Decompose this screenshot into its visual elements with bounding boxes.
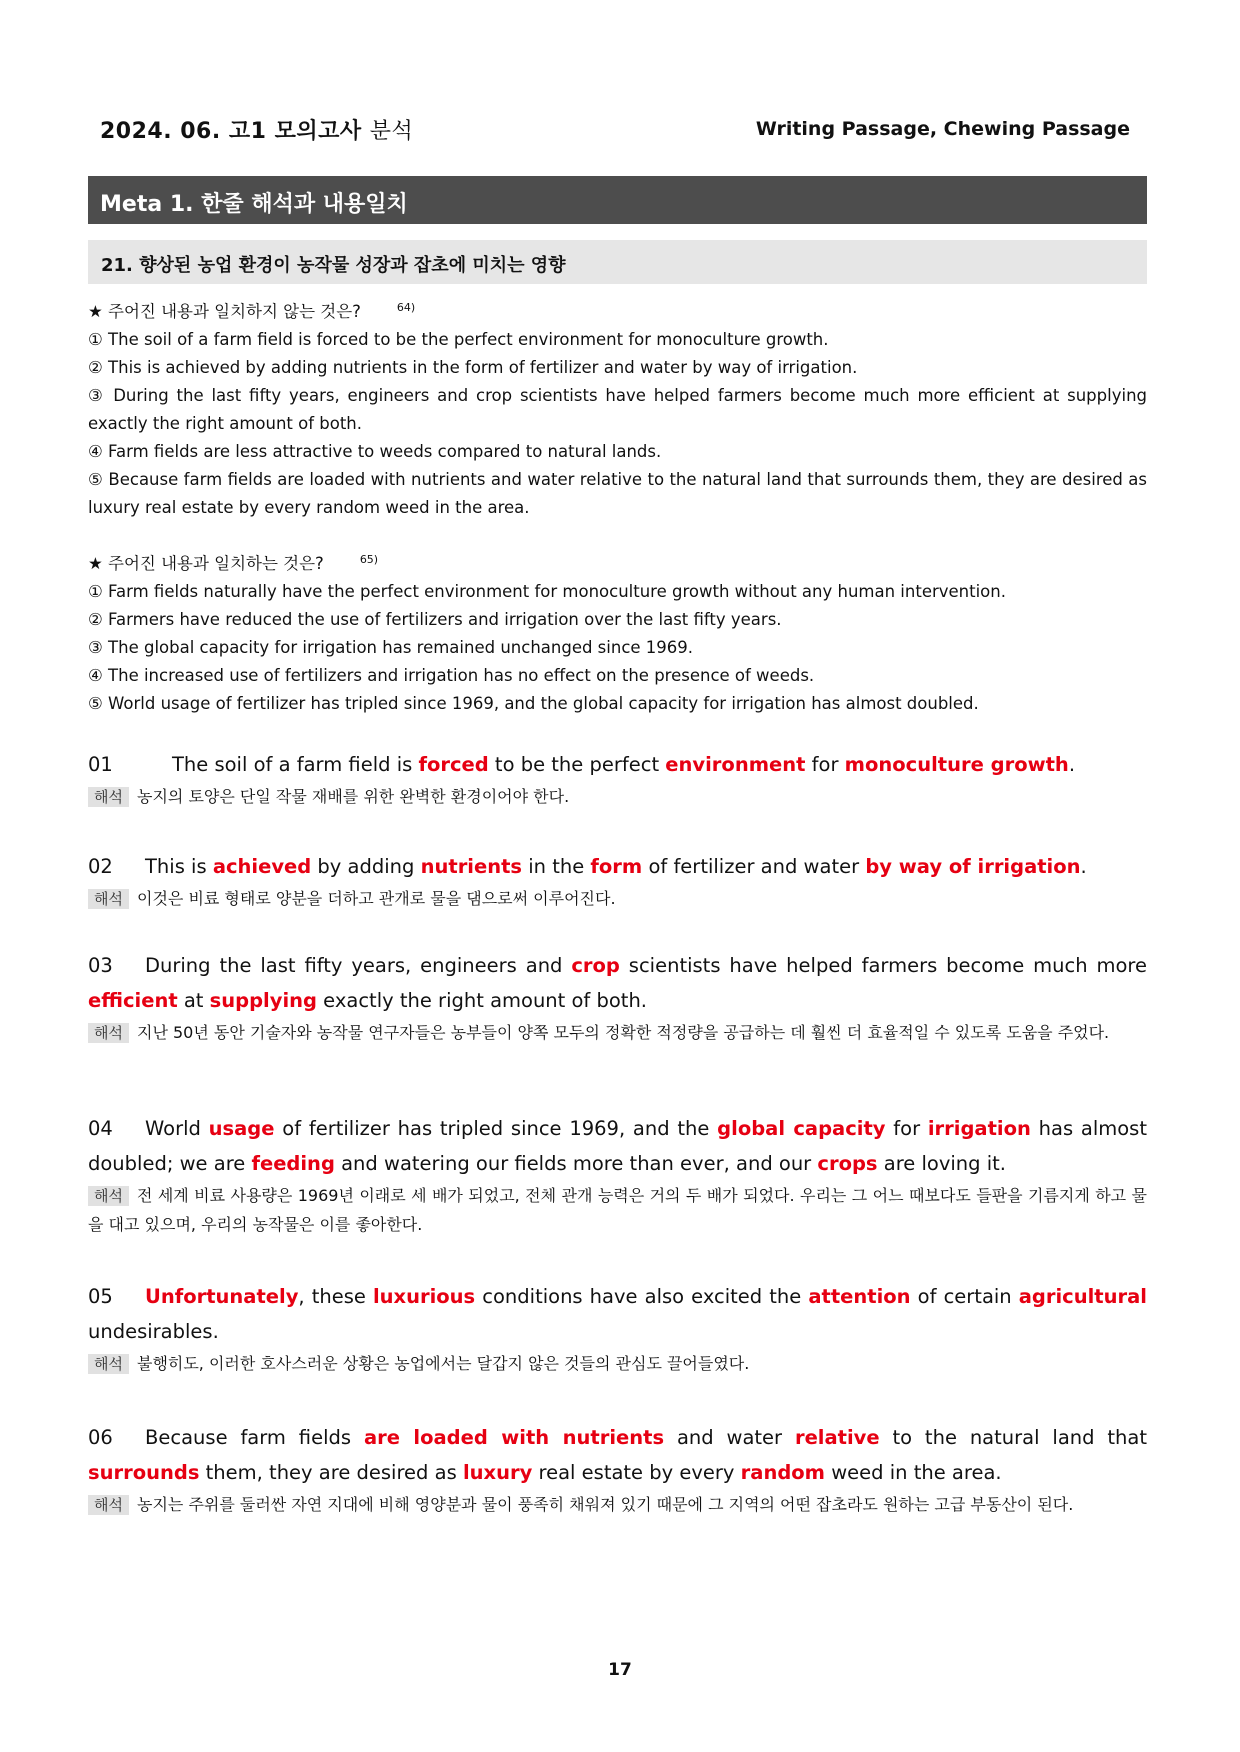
sentence-fragment: of certain (910, 1285, 1019, 1308)
highlighted-keyword: are loaded with nutrients (363, 1426, 665, 1449)
sentence-fragment: undesirables. (88, 1320, 219, 1343)
highlighted-keyword: form (590, 855, 643, 878)
document-title-main: 2024. 06. 고1 모의고사 (100, 119, 362, 144)
highlighted-keyword: luxury (462, 1461, 533, 1484)
document-title-suffix: 분석 (369, 119, 414, 144)
english-sentence (88, 1111, 1147, 1181)
sentence-fragment: of fertilizer and water (642, 855, 866, 878)
sentence-fragment: of fertilizer has tripled since 1969, and the (274, 1117, 718, 1140)
quiz-match (88, 546, 1147, 718)
highlighted-keyword: achieved (212, 855, 312, 878)
highlighted-keyword: crop (571, 954, 620, 977)
sentence-number: 06 (88, 1426, 113, 1449)
sentence-fragment: them, they are desired as (199, 1461, 463, 1484)
korean-translation (88, 1349, 1147, 1378)
page-header (100, 114, 1130, 154)
sentence-fragment: for (805, 753, 845, 776)
sentence-text (88, 1285, 1147, 1343)
sentence-fragment: to the natural land that (879, 1426, 1147, 1449)
quiz-option: ① The soil of a farm field is forced to be the perfect environment for monoculture growth. (88, 330, 829, 349)
footnote-marker: 64) (396, 301, 416, 314)
sentence-fragment: real estate by every (532, 1461, 741, 1484)
sentence-fragment: . (1068, 753, 1076, 776)
sentence-number: 05 (88, 1285, 113, 1308)
quiz-option: ① Farm fields naturally have the perfect environment for monoculture growth without any human intervention. (88, 582, 1006, 601)
sentence-fragment: Because farm fields (145, 1426, 364, 1449)
quiz-question (88, 294, 1147, 326)
sentence-fragment: at (177, 989, 210, 1012)
translation-tag: 해석 (88, 1186, 129, 1206)
translation-text: 불행히도, 이러한 호사스러운 상황은 농업에서는 달갑지 않은 것들의 관심도 끌어들였다. (136, 1354, 750, 1373)
sentence-fragment: to be the perfect (488, 753, 666, 776)
translation-tag: 해석 (88, 889, 129, 909)
sentence-fragment: are loving it. (877, 1152, 1006, 1175)
passage-heading-bar (88, 240, 1147, 284)
translation-text: 지난 50년 동안 기술자와 농작물 연구자들은 농부들이 양쪽 모두의 정확한 적정량을 공급하는 데 훨씬 더 효율적일 수 있도록 도움을 주었다. (136, 1023, 1110, 1042)
korean-translation (88, 884, 1147, 913)
sentence-fragment: This is (145, 855, 213, 878)
quiz-question (88, 546, 1147, 578)
highlighted-keyword: forced (418, 753, 489, 776)
sentence-fragment: and water (664, 1426, 795, 1449)
quiz-option: ④ The increased use of fertilizers and irrigation has no effect on the presence of weeds. (88, 666, 815, 685)
sentence-fragment: has almost doubled; we are (88, 1117, 1147, 1175)
highlighted-keyword: random (740, 1461, 826, 1484)
korean-translation (88, 1018, 1147, 1047)
sentence-number: 03 (88, 954, 113, 977)
page-number: 17 (608, 1660, 632, 1680)
passage-heading: 21. 향상된 농업 환경이 농작물 성장과 잡초에 미치는 영향 (101, 255, 566, 276)
sentence-number: 02 (88, 855, 113, 878)
sentence-text (145, 855, 1087, 878)
sentence-fragment: by adding (311, 855, 421, 878)
sentence-item (88, 849, 1147, 913)
sentence-fragment: scientists have helped farmers become much more (619, 954, 1147, 977)
highlighted-keyword: relative (794, 1426, 880, 1449)
sentence-text (88, 1117, 1147, 1175)
translation-tag: 해석 (88, 787, 129, 807)
section-heading: Meta 1. 한줄 해석과 내용일치 (100, 192, 408, 217)
translation-text: 농지의 토양은 단일 작물 재배를 위한 완벽한 환경이어야 한다. (136, 787, 570, 806)
sentence-item (88, 948, 1147, 1047)
document-subtitle: Writing Passage, Chewing Passage (755, 118, 1130, 140)
quiz-option: ⑤ World usage of fertilizer has tripled since 1969, and the global capacity for irrigation has almost doubled. (88, 694, 979, 713)
highlighted-keyword: agricultural (1018, 1285, 1147, 1308)
sentence-fragment: for (885, 1117, 928, 1140)
english-sentence (88, 948, 1147, 1018)
highlighted-keyword: monoculture growth (844, 753, 1069, 776)
highlighted-keyword: irrigation (927, 1117, 1031, 1140)
highlighted-keyword: supplying (209, 989, 317, 1012)
sentence-fragment: in the (522, 855, 591, 878)
translation-tag: 해석 (88, 1354, 129, 1374)
sentence-fragment: World (145, 1117, 209, 1140)
footnote-marker: 65) (359, 553, 379, 566)
highlighted-keyword: global capacity (717, 1117, 886, 1140)
korean-translation (88, 782, 1147, 811)
highlighted-keyword: surrounds (88, 1461, 200, 1484)
translation-tag: 해석 (88, 1495, 129, 1515)
sentence-number: 04 (88, 1117, 113, 1140)
quiz-option: ② This is achieved by adding nutrients in the form of fertilizer and water by way of irrigation. (88, 358, 858, 377)
highlighted-keyword: Unfortunately (145, 1285, 299, 1308)
english-sentence (88, 1420, 1147, 1490)
sentence-item (88, 1420, 1147, 1519)
translation-text: 농지는 주위를 둘러싼 자연 지대에 비해 영양분과 물이 풍족히 채워져 있기 때문에 그 지역의 어떤 잡초라도 원하는 고급 부동산이 된다. (136, 1495, 1074, 1514)
translation-text: 전 세계 비료 사용량은 1969년 이래로 세 배가 되었고, 전체 관개 능력은 거의 두 배가 되었다. 우리는 그 어느 때보다도 들판을 기름지게 하고 물을 대고 있으며, 우리의 농작물은 이를 좋아한다. (88, 1186, 1147, 1234)
sentence-fragment: During the last fifty years, engineers and (145, 954, 572, 977)
quiz-option: ③ The global capacity for irrigation has remained unchanged since 1969. (88, 638, 694, 657)
translation-text: 이것은 비료 형태로 양분을 더하고 관개로 물을 댐으로써 이루어진다. (136, 889, 616, 908)
sentence-item (88, 1111, 1147, 1239)
korean-translation (88, 1490, 1147, 1519)
english-sentence (88, 747, 1147, 782)
highlighted-keyword: usage (208, 1117, 275, 1140)
sentence-fragment: , these (298, 1285, 373, 1308)
highlighted-keyword: feeding (251, 1152, 335, 1175)
sentence-fragment: and watering our fields more than ever, and our (334, 1152, 818, 1175)
sentence-text (88, 1426, 1147, 1484)
sentence-text (172, 753, 1075, 776)
quiz-option: ④ Farm fields are less attractive to weeds compared to natural lands. (88, 442, 662, 461)
highlighted-keyword: by way of irrigation (865, 855, 1081, 878)
highlighted-keyword: environment (665, 753, 806, 776)
sentence-fragment: conditions have also excited the (475, 1285, 809, 1308)
quiz-option: ⑤ Because farm fields are loaded with nutrients and water relative to the natural land that surrounds them, they are desired as luxury real estate by every random weed in the area. (88, 470, 1147, 517)
quiz-question-text: ★ 주어진 내용과 일치하지 않는 것은? (88, 302, 361, 321)
english-sentence (88, 1279, 1147, 1349)
highlighted-keyword: efficient (88, 989, 178, 1012)
document-title (100, 114, 413, 145)
sentence-fragment: The soil of a farm field is (172, 753, 419, 776)
sentence-number: 01 (88, 753, 113, 776)
highlighted-keyword: crops (817, 1152, 878, 1175)
translation-tag: 해석 (88, 1023, 129, 1043)
section-heading-bar (88, 176, 1147, 224)
highlighted-keyword: nutrients (420, 855, 523, 878)
korean-translation (88, 1181, 1147, 1239)
sentence-text (88, 954, 1147, 1012)
quiz-option: ③ During the last fifty years, engineers and crop scientists have helped farmers become much more efficient at supplying exactly the right amount of both. (88, 386, 1147, 433)
quiz-option: ② Farmers have reduced the use of fertilizers and irrigation over the last fifty years. (88, 610, 782, 629)
sentence-item (88, 1279, 1147, 1378)
highlighted-keyword: luxurious (372, 1285, 476, 1308)
highlighted-keyword: attention (808, 1285, 911, 1308)
quiz-mismatch (88, 294, 1147, 522)
sentence-fragment: weed in the area. (825, 1461, 1002, 1484)
sentence-fragment: . (1080, 855, 1087, 878)
quiz-question-text: ★ 주어진 내용과 일치하는 것은? (88, 554, 324, 573)
sentence-item (88, 747, 1147, 811)
sentence-fragment: exactly the right amount of both. (316, 989, 648, 1012)
english-sentence (88, 849, 1147, 884)
